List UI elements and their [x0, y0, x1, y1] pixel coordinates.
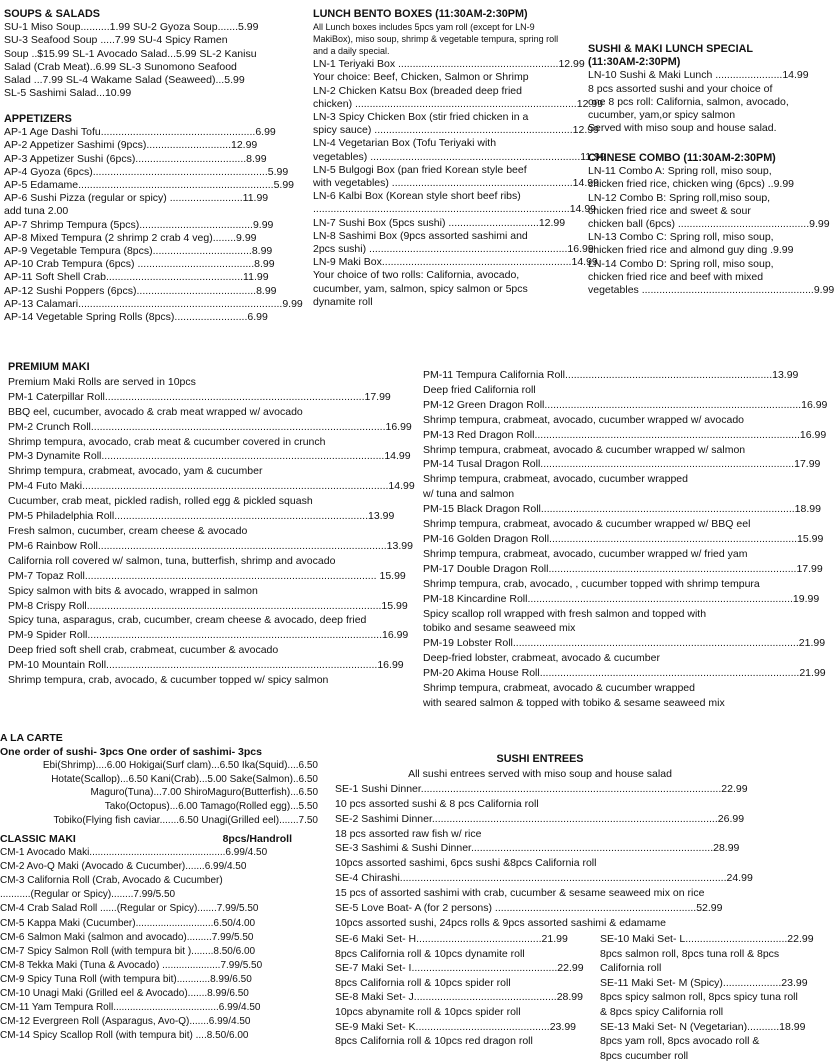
menu-line: LN-7 Sushi Box (5pcs sushi) ...............................12.99	[313, 216, 566, 229]
menu-line: chicken fried rice and almond guy ding .9.99	[588, 244, 794, 257]
menu-line: PM-4 Futo Maki.........................................................................................................14.99	[8, 480, 415, 493]
appetizers-list	[4, 126, 303, 324]
chinese-combo-title: CHINESE COMBO (11:30AM-2:30PM)	[588, 152, 776, 164]
menu-line: 8pcs California roll & 10pcs red dragon roll	[335, 1035, 533, 1048]
menu-line: 8 pcs assorted sushi and your choice of	[588, 82, 773, 95]
menu-line: AP-7 Shrimp Tempura (5pcs).......................................9.99	[4, 218, 274, 231]
menu-line: Salad (Crab Meat)..6.99 SL-3 Sunomono Seafood	[4, 60, 237, 73]
menu-line: LN-2 Chicken Katsu Box (breaded deep fried	[313, 84, 522, 97]
menu-line: CM-10 Unagi Maki (Grilled eel & Avocado).......8.99/6.50	[0, 988, 249, 1000]
menu-line: CM-1 Avocado Maki.................................................6.99/4.50	[0, 847, 268, 859]
menu-line: 10pcs assorted sushi, 24pcs rolls & 9pcs assorted sashimi & edamame	[335, 916, 666, 929]
menu-line: LN-11 Combo A: Spring roll, miso soup,	[588, 165, 772, 178]
menu-line: 8pcs cucumber roll	[600, 1049, 689, 1062]
menu-line: SU-3 Seafood Soup .....7.99 SU-4 Spicy Ramen	[4, 34, 228, 47]
menu-line: PM-1 Caterpillar Roll.........................................................................................17.99	[8, 390, 391, 403]
menu-line: Hotate(Scallop)...6.50 Kani(Crab)...5.00 Sake(Salmon)..6.50	[51, 773, 318, 785]
menu-line: Tako(Octopus)...6.00 Tamago(Rolled egg)...5.50	[104, 800, 318, 812]
chinese-combo-section	[588, 152, 834, 297]
menu-line: Premium Maki Rolls are served in 10pcs	[8, 375, 196, 388]
menu-line: Deep fried soft shell crab, crabmeat, cucumber & avocado	[8, 644, 279, 657]
menu-line: CM-2 Avo-Q Maki (Avocado & Cucumber).......6.99/4.50	[0, 861, 247, 873]
menu-line: PM-2 Crunch Roll.....................................................................................................16.99	[8, 420, 412, 433]
lunch-bento-title: LUNCH BENTO BOXES (11:30AM-2:30PM)	[313, 8, 528, 20]
menu-line: 15 pcs of assorted sashimi with crab, cucumber & sesame seaweed mix on rice	[335, 887, 705, 900]
menu-line: PM-18 Kincardine Roll...........................................................................................19.99	[423, 592, 820, 605]
menu-line: Shrimp tempura, crab, avocado, , cucumber topped with shrimp tempura	[423, 577, 760, 590]
menu-line: AP-8 Mixed Tempura (2 shrimp 2 crab 4 veg)........9.99	[4, 231, 257, 244]
menu-line: Shrimp tempura, crab, avocado, & cucumber topped w/ spicy salmon	[8, 674, 329, 687]
menu-line: SE-3 Sashimi & Sushi Dinner...................................................................................28.99	[335, 842, 740, 855]
appetizers-title: APPETIZERS	[4, 113, 72, 125]
menu-line: LN-12 Combo B: Spring roll,miso soup,	[588, 191, 771, 204]
menu-line: LN-13 Combo C: Spring roll, miso soup,	[588, 231, 774, 244]
a-la-carte-list	[0, 759, 318, 827]
classic-maki-title: CLASSIC MAKI	[0, 833, 76, 845]
menu-line: 18 pcs assorted raw fish w/ rice	[335, 827, 482, 840]
menu-line: LN-10 Sushi & Maki Lunch .......................14.99	[588, 69, 809, 82]
lunch-bento-section	[313, 8, 606, 309]
sushi-maki-lunch-subtitle: (11:30AM-2:30PM)	[588, 56, 681, 69]
menu-line: vegetables) ........................................................................11.99	[313, 150, 606, 163]
premium-maki-right-section	[423, 368, 828, 711]
menu-line: Your choice: Beef, Chicken, Salmon or Shrimp	[313, 71, 529, 84]
maki-sets-right	[600, 932, 814, 1063]
menu-line: CM-11 Yam Tempura Roll......................................6.99/4.50	[0, 1002, 261, 1014]
menu-line: CM-7 Spicy Salmon Roll (with tempura bit )........8.50/6.00	[0, 945, 256, 957]
menu-line: BBQ eel, cucumber, avocado & crab meat wrapped w/ avocado	[8, 405, 303, 418]
sushi-entrees-list	[335, 782, 753, 931]
menu-line: CM-5 Kappa Maki (Cucumber)............................6.50/4.00	[0, 917, 256, 929]
maki-sets-right-list	[600, 932, 814, 1063]
premium-maki-title: PREMIUM MAKI	[8, 361, 90, 373]
sushi-entrees-section	[335, 752, 753, 931]
menu-line: SL-5 Sashimi Salad...10.99	[4, 87, 132, 100]
menu-line: LN-14 Combo D: Spring roll, miso soup,	[588, 257, 774, 270]
sushi-entrees-title: SUSHI ENTREES	[496, 753, 584, 765]
menu-line: Shrimp tempura, crabmeat, avocado, yam & cucumber	[8, 465, 263, 478]
menu-line: AP-10 Crab Tempura (6pcs) ........................................8.99	[4, 258, 275, 271]
menu-line: SU-1 Miso Soup..........1.99 SU-2 Gyoza Soup.......5.99	[4, 21, 259, 34]
menu-line: Cucumber, crab meat, pickled radish, rolled egg & pickled squash	[8, 495, 313, 508]
menu-line: Ebi(Shrimp)....6.00 Hokigai(Surf clam)...6.50 Ika(Squid)....6.50	[42, 760, 318, 772]
menu-line: CM-12 Evergreen Roll (Asparagus, Avo-Q).......6.99/4.50	[0, 1016, 251, 1028]
menu-line: 10pcs assorted sashimi, 6pcs sushi &8pcs California roll	[335, 857, 597, 870]
a-la-carte-subtitle: One order of sushi- 3pcs One order of sashimi- 3pcs	[0, 745, 262, 758]
menu-line: Shrimp tempura, crabmeat, avocado, cucumber wrapped	[423, 473, 688, 486]
menu-line: Shrimp tempura, crabmeat, avocado, cucumber wrapped w/ avocado	[423, 413, 744, 426]
sushi-maki-lunch-title: SUSHI & MAKI LUNCH SPECIAL	[588, 43, 753, 55]
menu-line: PM-14 Tusal Dragon Roll.......................................................................................17.99	[423, 458, 821, 471]
menu-line: cucumber, yam, salmon, spicy salmon or 5pcs	[313, 282, 528, 295]
menu-line: SE-7 Maki Set- I..................................................22.99	[335, 962, 584, 975]
menu-line: California roll	[600, 962, 662, 975]
menu-line: PM-15 Black Dragon Roll.......................................................................................18.99	[423, 503, 821, 516]
menu-line: chicken) ............................................................................12.99	[313, 97, 604, 110]
menu-line: Shrimp tempura, crabmeat, avocado, cucumber wrapped w/ fried yam	[423, 547, 748, 560]
menu-line: 10 pcs assorted sushi & 8 pcs California roll	[335, 797, 539, 810]
menu-line: AP-1 Age Dashi Tofu.....................................................6.99	[4, 126, 276, 139]
menu-line: LN-5 Bulgogi Box (pan fried Korean style beef	[313, 163, 527, 176]
menu-line: one 8 pcs roll: California, salmon, avocado,	[588, 95, 789, 108]
menu-line: AP-11 Soft Shell Crab...............................................11.99	[4, 271, 269, 284]
menu-line: SE-6 Maki Set- H...........................................21.99	[335, 933, 568, 945]
menu-line: Your choice of two rolls: California, avocado,	[313, 269, 520, 282]
menu-line: CM-4 Crab Salad Roll ......(Regular or Spicy).......7.99/5.50	[0, 903, 259, 915]
menu-line: LN-4 Vegetarian Box (Tofu Teriyaki with	[313, 137, 497, 150]
menu-line: Maguro(Tuna)...7.00 ShiroMaguro(Butterfish)...6.50	[90, 787, 318, 799]
menu-line: Shrimp tempura, avocado, crab meat & cucumber covered in crunch	[8, 435, 326, 448]
menu-line: Spicy salmon with bits & avocado, wrapped in salmon	[8, 584, 258, 597]
menu-line: add tuna 2.00	[4, 205, 69, 218]
menu-line: CM-9 Spicy Tuna Roll (with tempura bit)............8.99/6.50	[0, 973, 252, 985]
menu-line: Fresh salmon, cucumber, cream cheese & avocado	[8, 524, 248, 537]
appetizers-section	[4, 113, 303, 324]
menu-line: SE-4 Chirashi................................................................................................................24.99	[335, 872, 753, 885]
menu-line: SE-10 Maki Set- L...................................22.99	[600, 933, 814, 945]
menu-line: CM-14 Spicy Scallop Roll (with tempura bit) ....8.50/6.00	[0, 1030, 249, 1042]
soups-title: SOUPS & SALADS	[4, 8, 100, 20]
menu-line: with vegetables) ..............................................................14.99	[313, 177, 599, 190]
menu-line: PM-19 Lobster Roll..................................................................................................21.99	[423, 637, 826, 650]
menu-line: AP-6 Sushi Pizza (regular or spicy) .........................11.99	[4, 192, 269, 205]
menu-line: PM-3 Dynamite Roll.................................................................................................14.99	[8, 450, 411, 463]
chinese-combo-list	[588, 165, 834, 297]
maki-sets-left-list	[335, 932, 584, 1049]
menu-line: SE-8 Maki Set- J.................................................28.99	[335, 991, 583, 1004]
menu-line: w/ tuna and salmon	[423, 488, 515, 501]
lunch-bento-list	[313, 58, 606, 309]
menu-line: AP-9 Vegetable Tempura (8pcs)..................................8.99	[4, 245, 273, 258]
menu-line: AP-2 Appetizer Sashimi (9pcs).............................12.99	[4, 139, 258, 152]
menu-line: chicken fried rice, chicken wing (6pcs) ..9.99	[588, 178, 795, 191]
menu-line: 8pcs spicy salmon roll, 8pcs spicy tuna roll	[600, 991, 798, 1004]
premium-maki-right-list	[423, 368, 828, 711]
menu-line: SE-13 Maki Set- N (Vegetarian)...........18.99	[600, 1020, 806, 1033]
menu-line: LN-8 Sashimi Box (9pcs assorted sashimi and	[313, 229, 528, 242]
menu-line: cucumber, yam,or spicy salmon	[588, 109, 736, 122]
menu-line: 8pcs California roll & 10pcs dynamite roll	[335, 947, 525, 960]
menu-line: SE-11 Maki Set- M (Spicy)....................23.99	[600, 976, 808, 989]
menu-line: AP-13 Calamari......................................................................9.99	[4, 297, 303, 310]
menu-line: LN-1 Teriyaki Box .......................................................12.99	[313, 58, 585, 71]
menu-line: ...........(Regular or Spicy)........7.99/5.50	[0, 889, 176, 901]
menu-line: Spicy tuna, asparagus, crab, cucumber, cream cheese & avocado, deep fried	[8, 614, 367, 627]
menu-line: PM-9 Spider Roll.....................................................................................................16.99	[8, 629, 409, 642]
menu-line: 8pcs yam roll, 8pcs avocado roll &	[600, 1035, 760, 1048]
menu-line: Shrimp tempura, crabmeat, avocado & cucumber wrapped w/ salmon	[423, 443, 746, 456]
menu-line: LN-9 Maki Box.................................................................14.99	[313, 256, 598, 269]
menu-line: 2pcs sushi) ....................................................................16.99	[313, 243, 594, 256]
menu-line: Salad ...7.99 SL-4 Wakame Salad (Seaweed)...5.99	[4, 74, 245, 87]
menu-line: Served with miso soup and house salad.	[588, 122, 777, 135]
menu-line: Soup ..$15.99 SL-1 Avocado Salad...5.99 SL-2 Kanisu	[4, 47, 257, 60]
menu-line: AP-3 Appetizer Sushi (6pcs)......................................8.99	[4, 152, 267, 165]
menu-line: Tobiko(Flying fish caviar.......6.50 Unagi(Grilled eel).......7.50	[53, 814, 318, 826]
menu-line: vegetables ...........................................................9.99	[588, 284, 834, 297]
menu-line: PM-10 Mountain Roll.............................................................................................16.99	[8, 659, 404, 672]
menu-line: PM-20 Akima House Roll.........................................................................................21.99	[423, 667, 826, 680]
menu-line: LN-3 Spicy Chicken Box (stir fried chicken in a	[313, 111, 529, 124]
menu-line: LN-6 Kalbi Box (Korean style short beef ribs)	[313, 190, 521, 203]
soups-list	[4, 21, 294, 100]
menu-line: SE-5 Love Boat- A (for 2 persons) .....................................................................52.99	[335, 902, 723, 915]
menu-line: dynamite roll	[313, 295, 373, 308]
soups-section	[4, 8, 294, 100]
menu-line: chicken fried rice and beef with mixed	[588, 270, 764, 283]
menu-line: PM-11 Tempura California Roll.......................................................................13.99	[423, 369, 799, 381]
menu-line: Spicy scallop roll wrapped with fresh salmon and topped with	[423, 607, 707, 620]
classic-maki-title-right: 8pcs/Handroll	[222, 833, 292, 845]
sushi-entrees-note: All sushi entrees served with miso soup and house salad	[408, 767, 672, 780]
menu-line: CM-6 Salmon Maki (salmon and avocado).........7.99/5.50	[0, 931, 254, 943]
classic-maki-header	[0, 832, 292, 846]
menu-line: California roll covered w/ salmon, tuna, butterfish, shrimp and avocado	[8, 554, 336, 567]
menu-line: with seared salmon & topped with tobiko & sesame seaweed mix	[423, 696, 725, 709]
menu-line: & 8pcs spicy California roll	[600, 1005, 724, 1018]
menu-line: PM-6 Rainbow Roll...................................................................................................13.99	[8, 539, 413, 552]
menu-line: 10pcs abynamite roll & 10pcs spider roll	[335, 1005, 521, 1018]
menu-line: AP-14 Vegetable Spring Rolls (8pcs).........................6.99	[4, 311, 268, 324]
sushi-maki-lunch-list	[588, 69, 813, 135]
menu-line: AP-12 Sushi Poppers (6pcs).........................................8.99	[4, 284, 277, 297]
menu-line: CM-3 California Roll (Crab, Avocado & Cucumber)	[0, 875, 223, 887]
premium-maki-left-list	[8, 375, 418, 688]
menu-line: Deep-fried lobster, crabmeat, avocado & cucumber	[423, 652, 660, 665]
sushi-maki-lunch-section	[588, 43, 813, 135]
menu-line: AP-5 Edamame...................................................................5.99	[4, 179, 295, 192]
a-la-carte-title: A LA CARTE	[0, 732, 63, 744]
menu-line: SE-1 Sushi Dinner.......................................................................................................22.99	[335, 782, 748, 795]
menu-line: PM-5 Philadelphia Roll.......................................................................................13.99	[8, 510, 395, 523]
menu-line: PM-12 Green Dragon Roll........................................................................................16.99	[423, 398, 828, 411]
menu-line: PM-16 Golden Dragon Roll.....................................................................................15.99	[423, 532, 824, 545]
maki-sets-left	[335, 932, 584, 1049]
menu-line: ........................................................................................14.99	[313, 203, 596, 216]
menu-line: chicken ball (6pcs) .............................................9.99	[588, 218, 830, 231]
menu-line: chicken fried rice and sweet & sour	[588, 204, 751, 217]
menu-line: Shrimp tempura, crabmeat, avocado & cucumber wrapped w/ BBQ eel	[423, 518, 751, 531]
menu-line: tobiko and sesame seaweed mix	[423, 622, 576, 635]
menu-line: PM-17 Double Dragon Roll.....................................................................................17.99	[423, 562, 823, 575]
menu-line: PM-13 Red Dragon Roll...........................................................................................16.99	[423, 428, 827, 441]
menu-line: PM-8 Crispy Roll.....................................................................................................15.99	[8, 599, 408, 612]
menu-line: SE-9 Maki Set- K..............................................23.99	[335, 1020, 576, 1033]
classic-maki-list	[0, 846, 292, 1043]
menu-line: spicy sauce) ....................................................................12.99	[313, 124, 599, 137]
menu-line: 8pcs California roll & 10pcs spider roll	[335, 976, 511, 989]
menu-line: PM-7 Topaz Roll.................................................................................................... 15.99	[8, 569, 406, 582]
a-la-carte-section	[0, 732, 320, 827]
menu-line: Deep fried California roll	[423, 383, 536, 396]
menu-line: Shrimp tempura, crabmeat, avocado & cucumber wrapped	[423, 682, 695, 695]
lunch-bento-note: All Lunch boxes includes 5pcs yam roll (except for LN-9 MakiBox), miso soup, shrimp & vegetable tempura, spring roll and a daily special.	[313, 22, 559, 57]
menu-line: CM-8 Tekka Maki (Tuna & Avocado) .....................7.99/5.50	[0, 959, 263, 971]
classic-maki-section	[0, 832, 292, 1043]
menu-line: SE-2 Sashimi Dinner..................................................................................................26.99	[335, 812, 745, 825]
menu-line: 8pcs salmon roll, 8pcs tuna roll & 8pcs	[600, 947, 780, 960]
menu-line: AP-4 Gyoza (6pcs)............................................................5.99	[4, 165, 289, 178]
premium-maki-section	[8, 360, 418, 688]
